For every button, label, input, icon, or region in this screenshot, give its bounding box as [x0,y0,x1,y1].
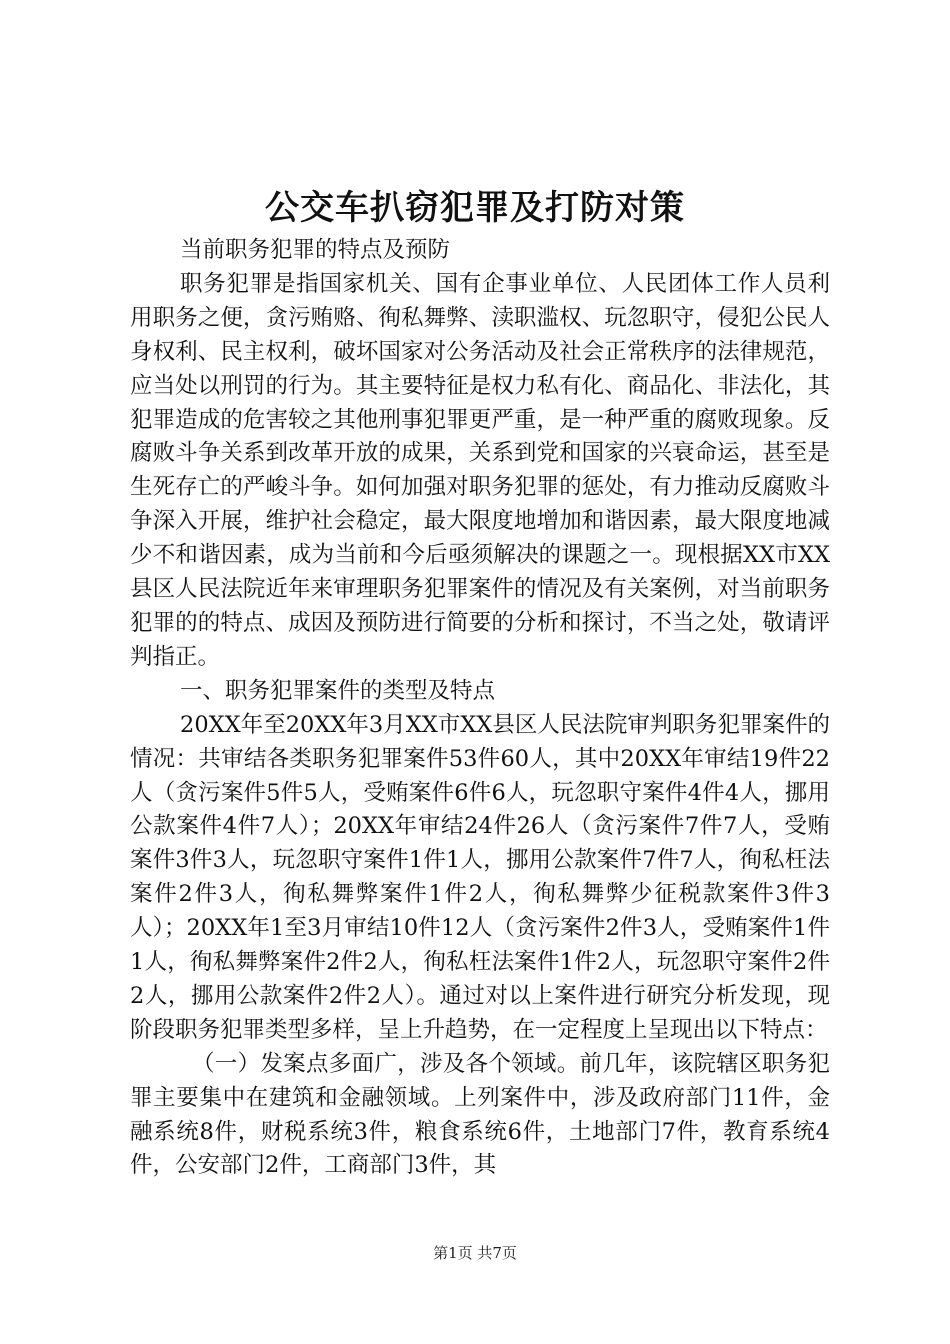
feature-one-paragraph: （一）发案点多面广，涉及各个领域。前几年，该院辖区职务犯罪主要集中在建筑和金融领域。上列案件中，涉及政府部门11件，金融系统8件，财税系统3件，粮食系统6件，土地部门7件，教育系统4件，公安部门2件，工商部门3件，其 [130,1050,830,1179]
subtitle-paragraph: 当前职务犯罪的特点及预防 [180,237,451,263]
section-heading: 一、职务犯罪案件的类型及特点 [180,677,496,704]
document-title: 公交车扒窃犯罪及打防对策 [265,188,685,228]
intro-paragraph: 职务犯罪是指国家机关、国有企事业单位、人民团体工作人员利用职务之便，贪污贿赂、徇私舞弊、渎职滥权、玩忽职守，侵犯公民人身权利、民主权利，破坏国家对公务活动及社会正常秩序的法律规范，应当处以刑罚的行为。其主要特征是权力私有化、商品化、非法化，其犯罪造成的危害较之其他刑事犯罪更严重，是一种严重的腐败现象。反腐败斗争关系到改革开放的成果，关系到党和国家的兴衰命运，甚至是生死存亡的严峻斗争。如何加强对职务犯罪的惩处，有力推动反腐败斗争深入开展，维护社会稳定，最大限度地增加和谐因素，最大限度地减少不和谐因素，成为当前和今后亟须解决的课题之一。现根据XX市XX县区人民法院近年来审理职务犯罪案件的情况及有关案例，对当前职务犯罪的的特点、成因及预防进行简要的分析和探讨，不当之处，敬请评判指正。 [130,270,830,670]
document-body [130,234,830,1183]
statistics-paragraph: 20XX年至20XX年3月XX市XX县区人民法院审判职务犯罪案件的情况：共审结各类职务犯罪案件53件60人，其中20XX年审结19件22人（贪污案件5件5人，受贿案件6件6人，玩忽职守案件4件4人，挪用公款案件4件7人）；20XX年审结24件26人（贪污案件7件7人，受贿案件3件3人，玩忽职守案件1件1人，挪用公款案件7件7人，徇私枉法案件2件3人，徇私舞弊案件1件2人，徇私舞弊少征税款案件3件3人）；20XX年1至3月审结10件12人（贪污案件2件3人，受贿案件1件1人，徇私舞弊案件2件2人，徇私枉法案件1件2人，玩忽职守案件2件2人，挪用公款案件2件2人）。通过对以上案件进行研究分析发现，现阶段职务犯罪类型多样，呈上升趋势，在一定程度上呈现出以下特点： [130,711,830,1043]
page-footer: 第1页 共7页 [433,1244,517,1262]
